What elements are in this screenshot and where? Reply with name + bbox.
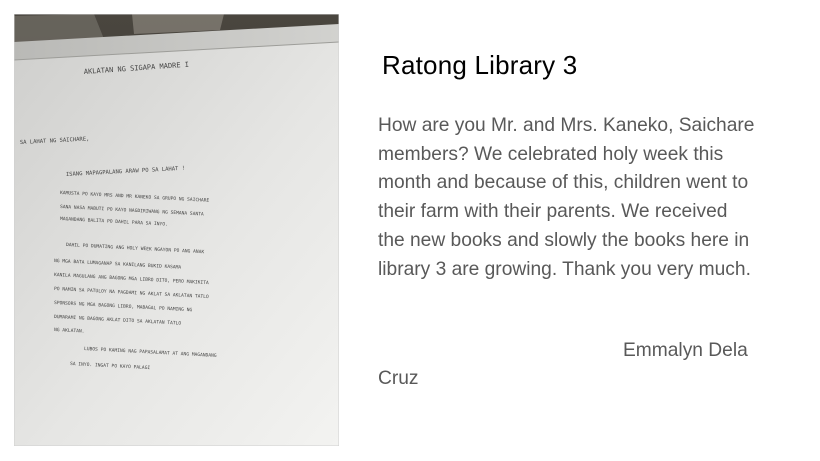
signature-first-line: Emmalyn Dela: [623, 340, 748, 361]
letter-line: DAHIL PO DUMATING ANG HOLY WEEK NGAYON PO ANG ANAK: [65, 243, 205, 256]
letter-line: DUMARAMI NG BAGONG AKLAT DITO SA AKLATAN TATLO: [53, 315, 182, 327]
letter-line: NG MGA BATA LUMAGANAP SA KANILANG BUKID KASAMA: [53, 259, 182, 271]
letter-line: MAGANDANG BALITA PO DAHIL PARA SA INYO.: [59, 217, 168, 228]
handwritten-letter-photo: [14, 14, 339, 446]
slide-body-text: [378, 112, 798, 284]
letter-line: SA LAHAT NG SAICHARE,: [19, 136, 90, 146]
letter-line: AKLATAN NG SIGAPA MADRE I: [83, 60, 190, 76]
body-line: members? We celebrated holy week this: [378, 143, 724, 165]
letter-line: ISANG MAPAGPALANG ARAW PO SA LAHAT !: [65, 165, 186, 178]
letter-line: SPONSORS NG MGA BAGONG LIBRO, MABAGAL PO NAMING NG: [53, 301, 193, 314]
body-line: month and because of this, children went to: [378, 172, 749, 194]
letter-photo-drawing: [14, 14, 339, 446]
letter-line: SANA NASA MABUTI PO KAYO NAGDIRIWANG NG SEMANA SANTA: [59, 205, 204, 218]
slide-title: Ratong Library 3: [382, 50, 578, 80]
letter-line: SA INYO. INGAT PO KAYO PALAGI: [69, 362, 151, 372]
body-line: the new books and slowly the books here in: [378, 229, 750, 251]
body-line: library 3 are growing. Thank you very much.: [378, 258, 751, 280]
letter-line: PO NAMIN SA PATULOY NA PAGDAMI NG AKLAT SA AKLATAN TATLO: [53, 287, 209, 301]
signature-last-line: Cruz: [378, 368, 419, 389]
letter-line: NG AKLATAN.: [53, 328, 85, 335]
letter-line: KANILA MAGULANG ANG BAGONG MGA LIBRO DITO, PERO MAKIKITA: [53, 273, 209, 287]
letter-line: LUBOS PO KAMING NAG PAPASALAMAT AT ANG MAGANDANG: [83, 347, 217, 359]
body-line: their farm with their parents. We received: [378, 201, 728, 223]
letter-line: KAMUSTA PO KAYO MRS AND MR KANEKO SA GRUPO NG SAICHARE: [59, 191, 210, 204]
body-line: How are you Mr. and Mrs. Kaneko, Saichare: [378, 115, 755, 136]
letter-sheet: [14, 42, 339, 446]
